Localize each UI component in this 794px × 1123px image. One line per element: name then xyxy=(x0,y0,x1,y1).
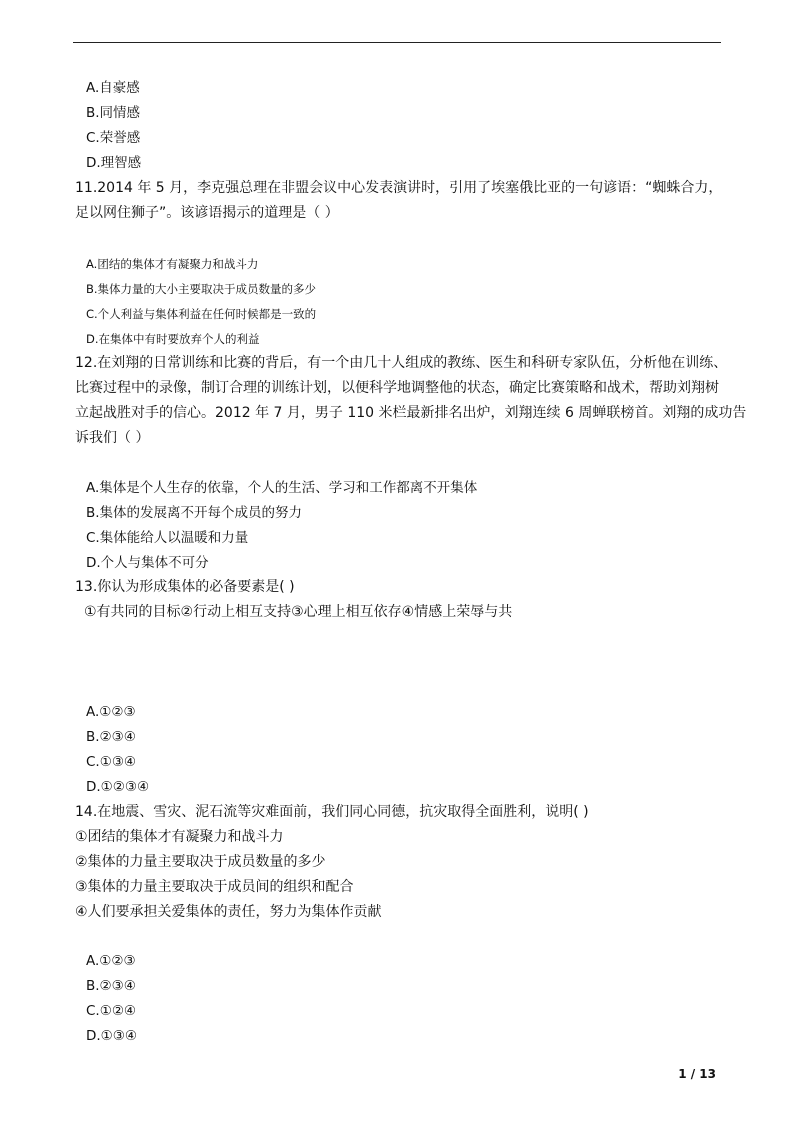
q10-option-a: A.自豪感 xyxy=(86,80,140,96)
q12-stem-line1: 12.在刘翔的日常训练和比赛的背后，有一个由几十人组成的教练、医生和科研专家队伍，分析他在训练、 xyxy=(75,355,728,371)
q14-option-c: C.①②④ xyxy=(86,1003,137,1019)
q11-option-b: B.集体力量的大小主要取决于成员数量的多少 xyxy=(86,282,317,296)
q10-option-c: C.荣誉感 xyxy=(86,130,141,146)
q11-stem-line2: 足以网住狮子”。该谚语揭示的道理是（ ） xyxy=(75,205,339,221)
q12-option-d: D.个人与集体不可分 xyxy=(86,555,209,571)
q11-option-c: C.个人利益与集体利益在任何时候都是一致的 xyxy=(86,307,317,321)
header-rule xyxy=(73,42,721,43)
q10-option-b: B.同情感 xyxy=(86,105,141,121)
q11-option-d: D.在集体中有时要放弃个人的利益 xyxy=(86,332,260,346)
q10-option-d: D.理智感 xyxy=(86,155,142,171)
q13-option-c: C.①③④ xyxy=(86,754,137,770)
q12-option-b: B.集体的发展离不开每个成员的努力 xyxy=(86,505,303,521)
q13-statements: ①有共同的目标②行动上相互支持③心理上相互依存④情感上荣辱与共 xyxy=(84,604,513,620)
q12-option-a: A.集体是个人生存的依靠，个人的生活、学习和工作都离不开集体 xyxy=(86,480,478,496)
q14-statement-4: ④人们要承担关爱集体的责任，努力为集体作贡献 xyxy=(75,904,382,920)
q14-option-b: B.②③④ xyxy=(86,978,136,994)
q11-option-a: A.团结的集体才有凝聚力和战斗力 xyxy=(86,257,259,271)
q12-stem-line4: 诉我们（ ） xyxy=(75,430,150,446)
q14-statement-2: ②集体的力量主要取决于成员数量的多少 xyxy=(75,854,326,870)
q14-statement-1: ①团结的集体才有凝聚力和战斗力 xyxy=(75,829,284,845)
q13-option-d: D.①②③④ xyxy=(86,779,150,795)
q12-stem-line2: 比赛过程中的录像，制订合理的训练计划，以便科学地调整他的状态，确定比赛策略和战术，帮助刘翔树 xyxy=(75,380,719,396)
q14-stem: 14.在地震、雪灾、泥石流等灾难面前，我们同心同德，抗灾取得全面胜利，说明( ) xyxy=(75,804,589,820)
q11-stem-line1: 11.2014 年 5 月，李克强总理在非盟会议中心发表演讲时，引用了埃塞俄比亚的一句谚语：“蜘蛛合力， xyxy=(75,180,723,196)
q12-option-c: C.集体能给人以温暖和力量 xyxy=(86,530,249,546)
q13-stem: 13.你认为形成集体的必备要素是( ) xyxy=(75,579,295,595)
q14-statement-3: ③集体的力量主要取决于成员间的组织和配合 xyxy=(75,879,354,895)
q14-option-a: A.①②③ xyxy=(86,953,136,969)
page-number: 1 / 13 xyxy=(678,1067,716,1081)
q12-stem-line3: 立起战胜对手的信心。2012 年 7 月，男子 110 米栏最新排名出炉，刘翔连续 6 周蝉联榜首。刘翔的成功告 xyxy=(75,405,747,421)
q13-option-a: A.①②③ xyxy=(86,704,136,720)
q13-option-b: B.②③④ xyxy=(86,729,136,745)
q14-option-d: D.①③④ xyxy=(86,1028,137,1044)
